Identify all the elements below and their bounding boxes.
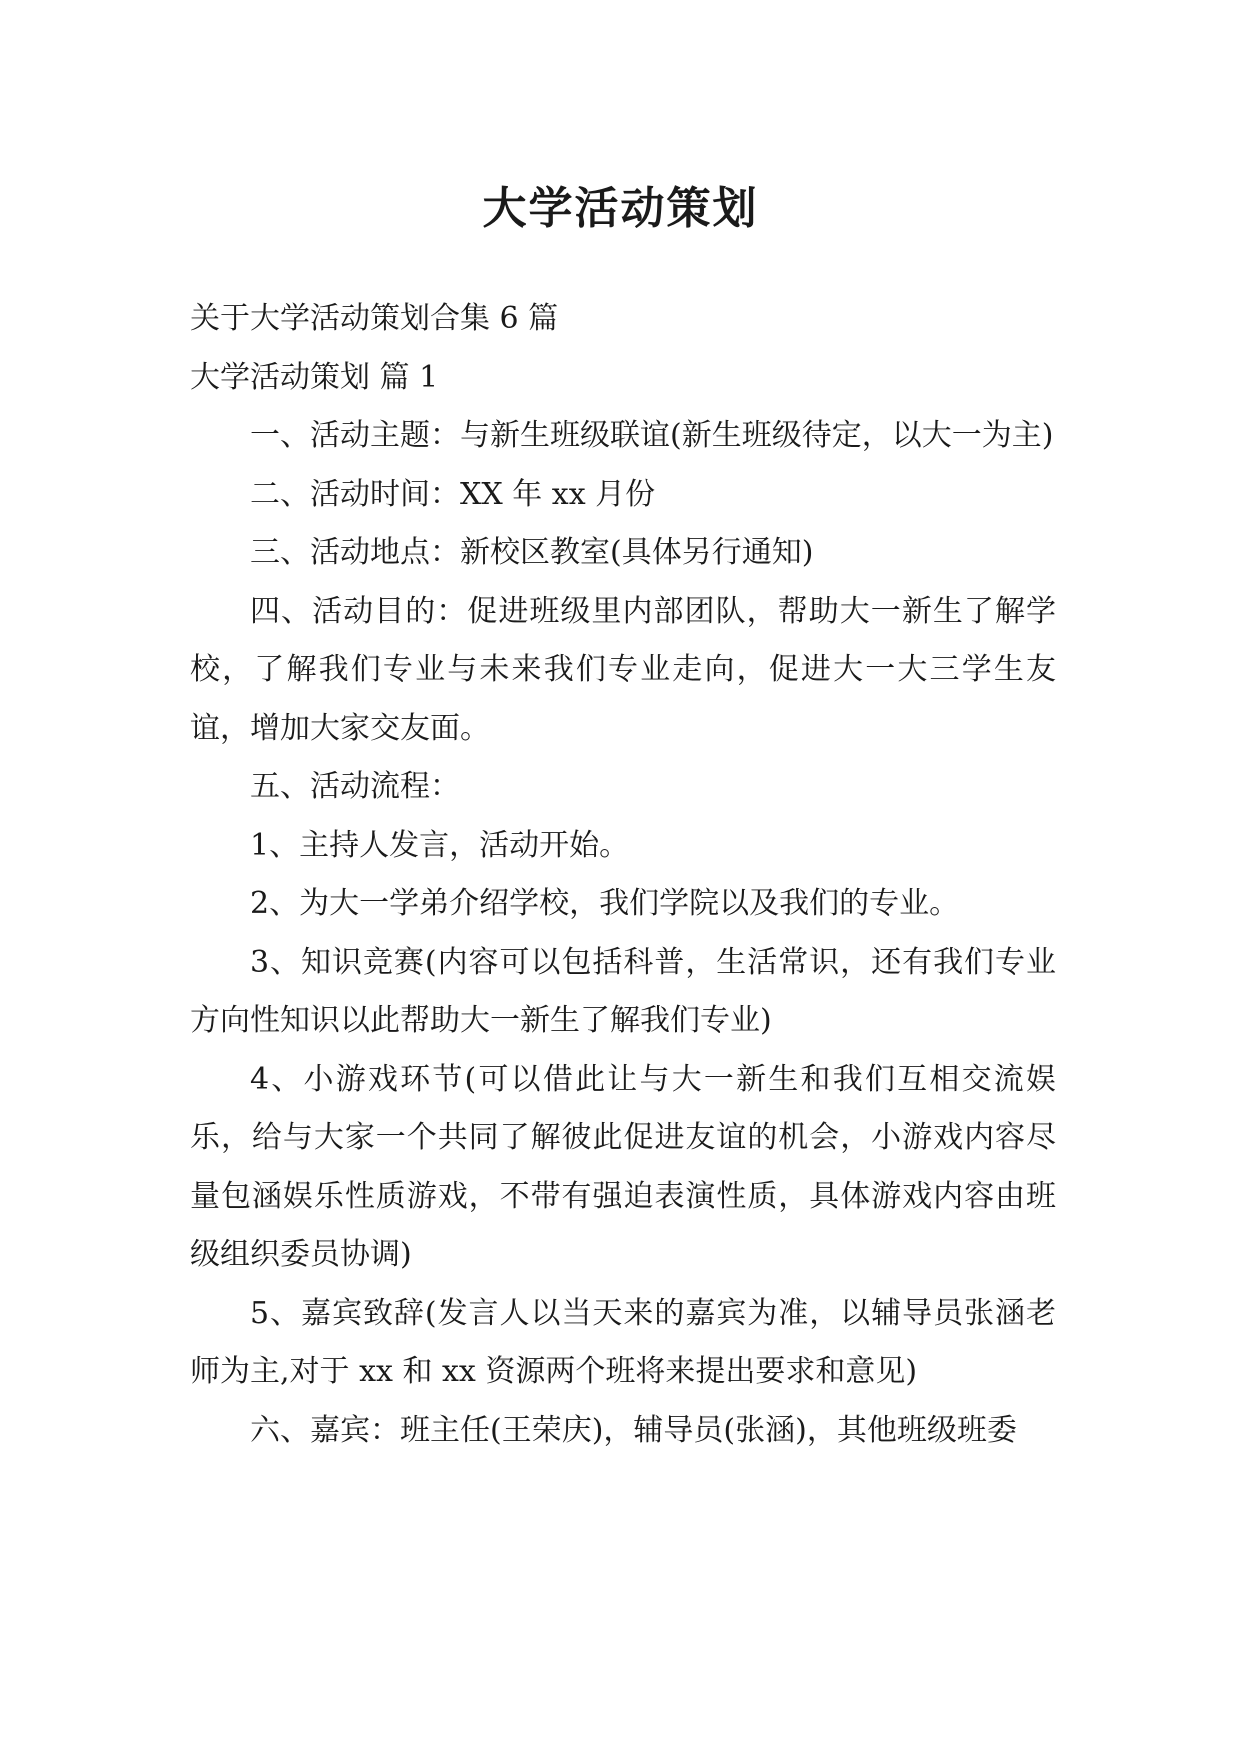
collection-heading: 关于大学活动策划合集 6 篇 [190,301,559,336]
section-heading: 大学活动策划 篇 1 [190,359,439,395]
list-item: 1、主持人发言，活动开始。 [250,827,630,863]
paragraph: 二、活动时间：XX 年 xx 月份 [250,476,656,512]
list-item: 3、知识竞赛(内容可以包括科普，生活常识，还有我们专业方向性知识以此帮助大一新生了解我们专业) [190,944,1056,1038]
paragraph: 四、活动目的：促进班级里内部团队，帮助大一新生了解学校，了解我们专业与未来我们专业走向，促进大一大三学生友谊，增加大家交友面。 [190,593,1056,746]
paragraph: 一、活动主题：与新生班级联谊(新生班级待定，以大一为主) [250,418,1054,453]
list-item: 2、为大一学弟介绍学校，我们学院以及我们的专业。 [250,886,960,921]
paragraph: 三、活动地点：新校区教室(具体另行通知) [250,535,814,570]
list-item: 5、嘉宾致辞(发言人以当天来的嘉宾为准，以辅导员张涵老师为主,对于 xx 和 xx 资源两个班将来提出要求和意见) [190,1295,1056,1389]
document-body [190,290,1056,1460]
document-title: 大学活动策划 [482,183,759,235]
paragraph: 五、活动流程： [250,769,460,804]
paragraph: 六、嘉宾：班主任(王荣庆)，辅导员(张涵)，其他班级班委 [250,1412,1017,1448]
list-item: 4、小游戏环节(可以借此让与大一新生和我们互相交流娱乐，给与大家一个共同了解彼此促进友谊的机会，小游戏内容尽量包涵娱乐性质游戏，不带有强迫表演性质，具体游戏内容由班级组织委员协调) [190,1061,1056,1272]
